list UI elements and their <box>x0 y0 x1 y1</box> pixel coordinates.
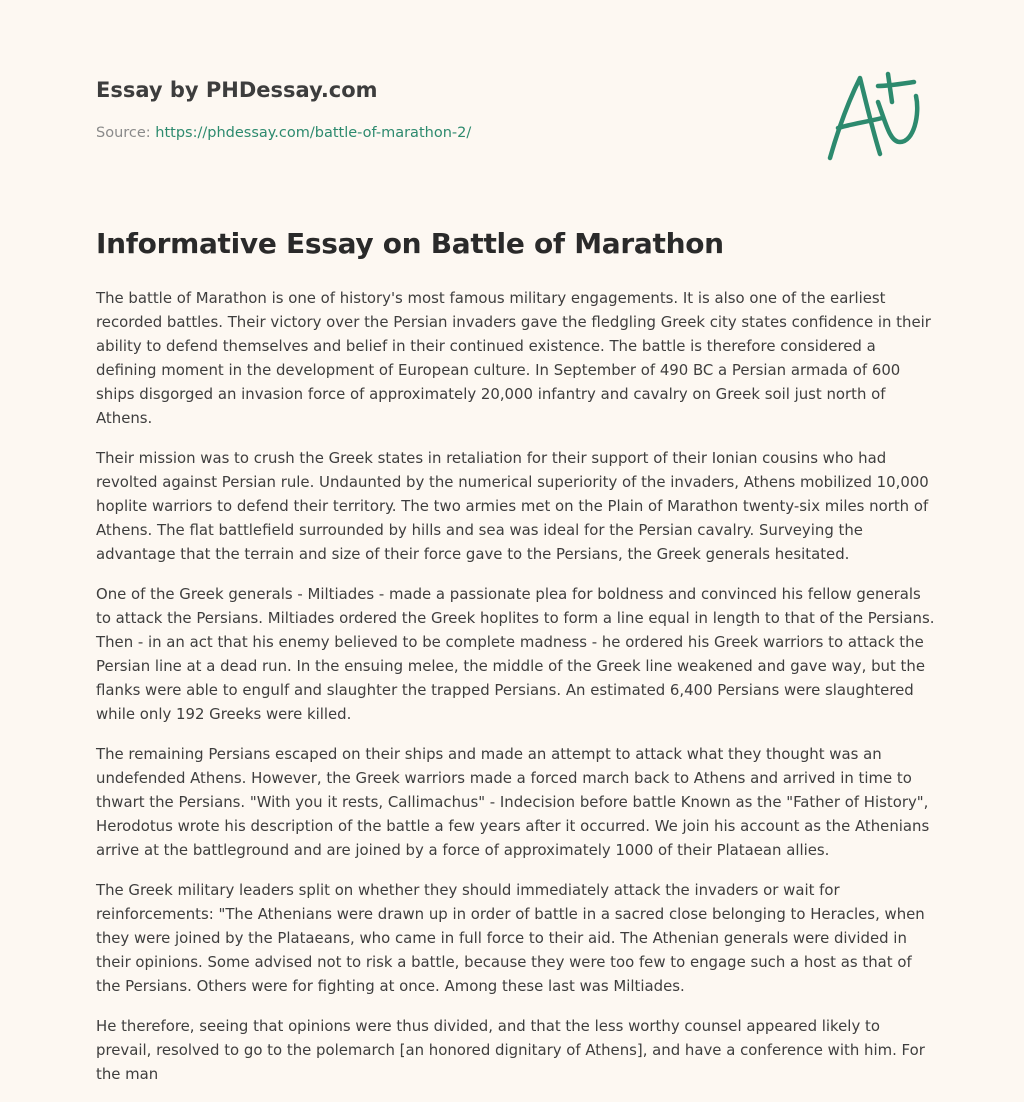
essay-paragraph: He therefore, seeing that opinions were thus divided, and that the less worthy counsel appeared likely to prevail, resolved to go to the polemarch [an honored dignitary of Athens], and have a conference with him. For the man <box>96 1017 925 1083</box>
a-plus-logo-icon <box>822 68 926 164</box>
essay-paragraph: Their mission was to crush the Greek states in retaliation for their support of their Ionian cousins who had revolted against Persian rule. Undaunted by the numerical superiority of the invaders, Athens mobilized 10,000 hoplite warriors to defend their territory. The two armies met on the Plain of Marathon twenty-six miles north of Athens. The flat battlefield surrounded by hills and sea was ideal for the Persian cavalry. Surveying the advantage that the terrain and size of their force gave to the Persians, the Greek generals hesitated. <box>96 449 929 563</box>
source-link[interactable]: https://phdessay.com/battle-of-marathon-2/ <box>155 125 472 141</box>
essay-paragraph: One of the Greek generals - Miltiades - made a passionate plea for boldness and convinced his fellow generals to attack the Persians. Miltiades ordered the Greek hoplites to form a line equal in length to that of the Persians. Then - in an act that his enemy believed to be complete madness - he ordered his Greek warriors to attack the Persian line at a dead run. In the ensuing melee, the middle of the Greek line weakened and gave way, but the flanks were able to engulf and slaughter the trapped Persians. An estimated 6,400 Persians were slaughtered while only 192 Greeks were killed. <box>96 585 935 723</box>
source-label: Source: <box>96 125 151 141</box>
essay-paragraph: The Greek military leaders split on whether they should immediately attack the invaders or wait for reinforcements: "The Athenians were drawn up in order of battle in a sacred close belonging to Heracles, when they were joined by the Plataeans, who came in full force to their aid. The Athenian generals were divided in their opinions. Some advised not to risk a battle, because they were too few to engage such a host as that of the Persians. Others were for fighting at once. Among these last was Miltiades. <box>96 881 925 995</box>
essay-paragraph: The battle of Marathon is one of history's most famous military engagements. It is also one of the earliest recorded battles. Their victory over the Persian invaders gave the fledgling Greek city states confidence in their ability to defend themselves and belief in their continued existence. The battle is therefore considered a defining moment in the development of European culture. In September of 490 BC a Persian armada of 600 ships disgorged an invasion force of approximately 20,000 infantry and cavalry on Greek soil just north of Athens. <box>96 289 931 427</box>
essay-paragraph: The remaining Persians escaped on their ships and made an attempt to attack what they thought was an undefended Athens. However, the Greek warriors made a forced march back to Athens and arrived in time to thwart the Persians. "With you it rests, Callimachus" - Indecision before battle Known as the "Father of History", Herodotus wrote his description of the battle a few years after it occurred. We join his account as the Athenians arrive at the battleground and are joined by a force of approximately 1000 of their Plataean allies. <box>96 745 930 859</box>
source-line <box>96 124 471 142</box>
essay-body <box>96 286 936 1102</box>
brand-title: Essay by PHDessay.com <box>96 78 378 102</box>
essay-title: Informative Essay on Battle of Marathon <box>96 227 724 260</box>
